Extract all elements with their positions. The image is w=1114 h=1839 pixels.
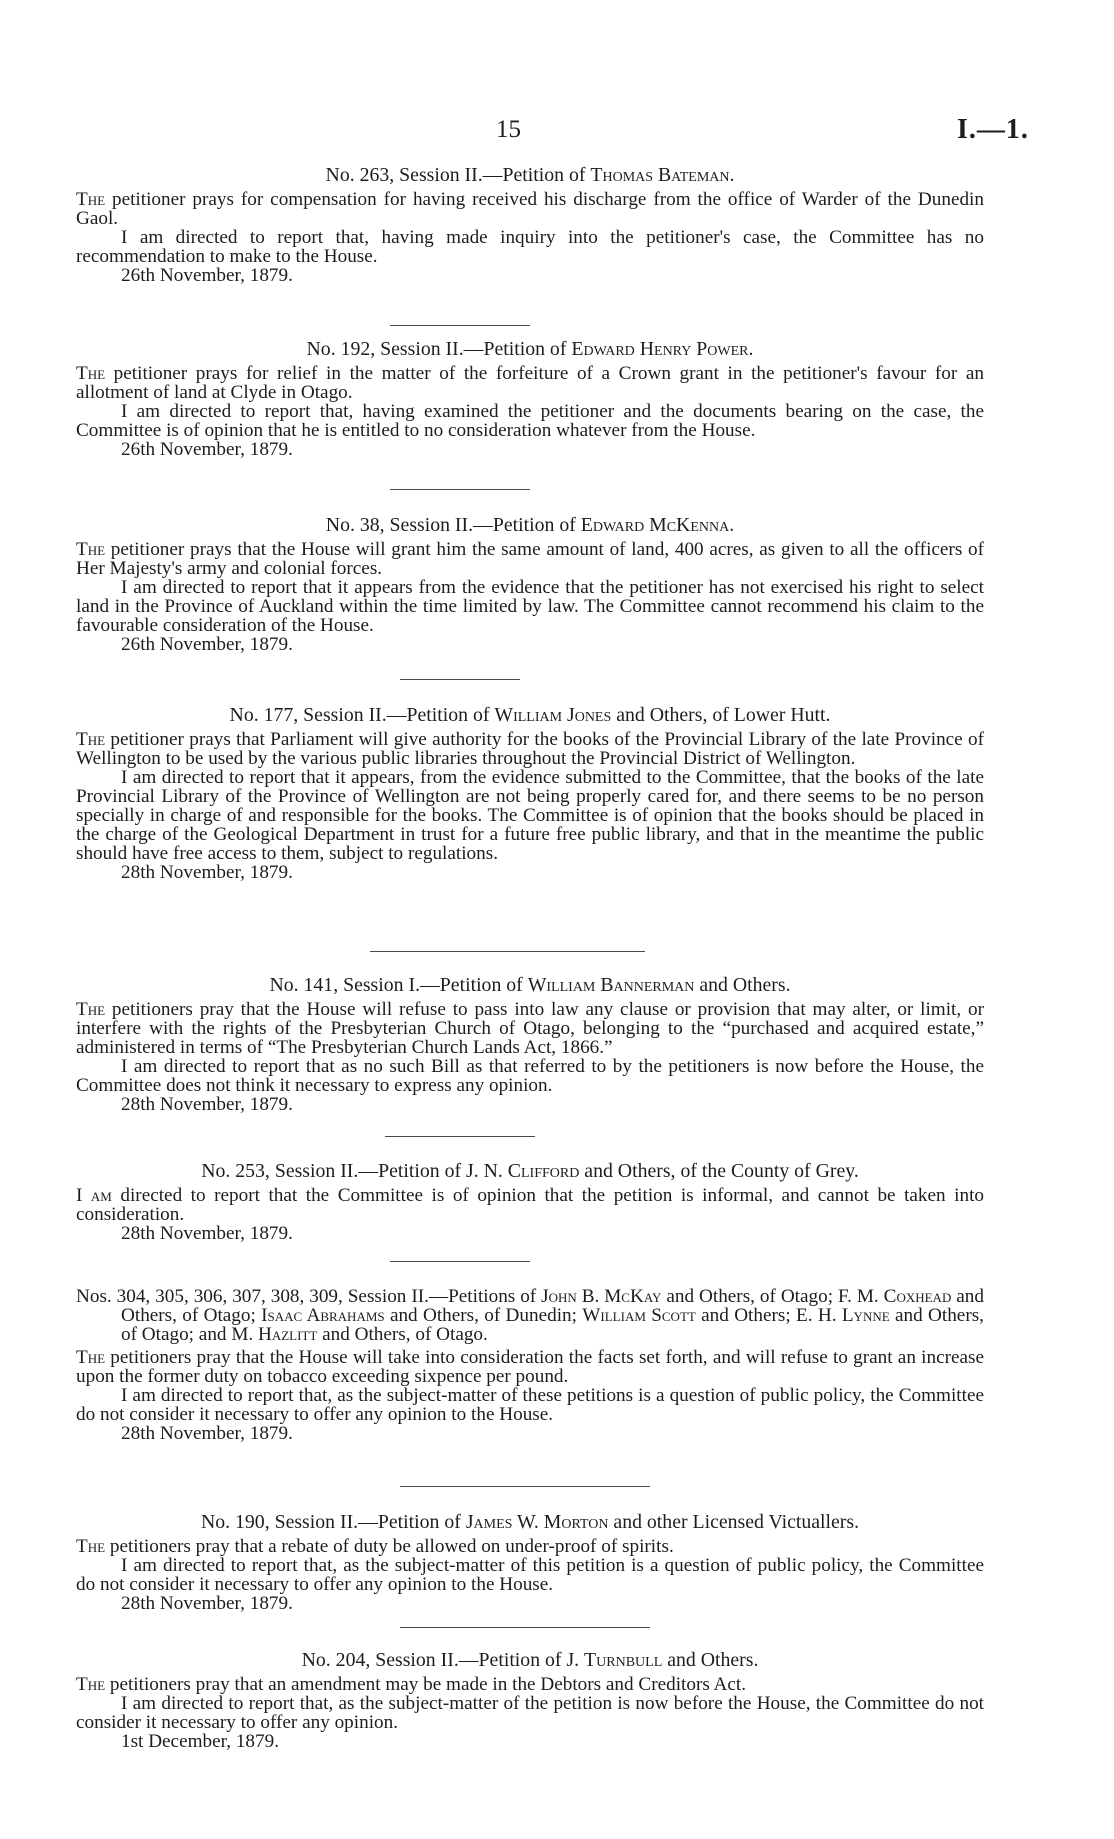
report-date: 28th November, 1879.	[121, 1423, 293, 1444]
section-divider	[390, 1261, 530, 1262]
petition-heading	[76, 1651, 984, 1670]
petitioner-name: Edward Henry Power	[571, 338, 749, 360]
committee-report: I am directed to report that, as the subject-matter of this petition is a question of public policy, the Committee do not consider it necessary to offer any opinion to the House.	[76, 1555, 984, 1595]
petition-192	[76, 340, 984, 459]
prayer-lead: The	[76, 1674, 106, 1695]
prayer-lead: The	[76, 1347, 106, 1368]
report-date: 28th November, 1879.	[121, 1593, 293, 1614]
petitioner-name: Edward McKenna	[580, 514, 730, 536]
heading-suffix: and Others, of Lower Hutt.	[611, 704, 831, 726]
prayer-text: petitioner prays that the House will grant him the same amount of land, 400 acres, as given to all the officers of Her Majesty's army and colonial forces.	[76, 539, 984, 579]
petition-263	[76, 166, 984, 285]
prayer-text: petitioners pray that an amendment may be made in the Debtors and Creditors Act.	[105, 1674, 747, 1695]
report-date: 26th November, 1879.	[121, 634, 293, 655]
petition-heading	[76, 1162, 984, 1181]
petition-heading	[76, 340, 984, 359]
section-divider	[400, 1627, 650, 1628]
petition-prayer	[76, 1537, 984, 1556]
heading-text: No. 141, Session I.—Petition of	[269, 974, 528, 996]
committee-report: I am directed to report that, as the subject-matter of these petitions is a question of public policy, the Committee do not consider it necessary to offer any opinion to the House.	[76, 1385, 984, 1425]
committee-report: I am directed to report that as no such Bill as that referred to by the petitioners is now before the House, the Committee does not think it necessary to express any opinion.	[76, 1056, 984, 1096]
petitioner-name: J. N. Clifford	[466, 1160, 580, 1182]
petition-heading	[76, 166, 984, 185]
section-divider	[370, 951, 645, 952]
prayer-lead: The	[76, 189, 106, 210]
heading-text: No. 263, Session II.—Petition of	[325, 164, 591, 186]
prayer-lead: The	[76, 1536, 106, 1557]
heading-text: and Others;	[695, 1305, 797, 1326]
heading-suffix: and other Licensed Victuallers.	[608, 1511, 860, 1533]
heading-text: No. 192, Session II.—Petition of	[306, 338, 572, 360]
heading-text: No. 177, Session II.—Petition of	[229, 704, 495, 726]
petition-prayer	[76, 730, 984, 768]
prayer-text: petitioner prays that Parliament will give authority for the books of the Provincial Library of the late Province of Wellington to be used by the various public libraries throughout the Provincial District of Wellington.	[76, 729, 984, 769]
petition-heading	[76, 516, 984, 535]
petition-heading	[76, 976, 984, 995]
heading-text: Nos. 304, 305, 306, 307, 308, 309, Session II.—Petitions of	[76, 1286, 542, 1307]
heading-suffix: .	[748, 338, 754, 360]
petitioner-name: M. Hazlitt	[231, 1324, 318, 1345]
committee-report: I am directed to report that it appears from the evidence that the petitioner has not exercised his right to select land in the Province of Auckland within the time limited by law. The Committee cannot recommend his claim to the favourable consideration of the House.	[76, 577, 984, 636]
heading-text: No. 204, Session II.—Petition of J.	[301, 1649, 585, 1671]
heading-suffix: and Others.	[694, 974, 791, 996]
heading-text: and Others, of Otago; and	[121, 1305, 984, 1345]
heading-suffix: .	[729, 164, 735, 186]
heading-text: and Others, of Otago.	[317, 1324, 488, 1345]
petition-38	[76, 516, 984, 654]
prayer-text: petitioner prays for compensation for having received his discharge from the office of Warder of the Dunedin Gaol.	[76, 189, 984, 229]
petitioner-name: William Bannerman	[527, 974, 695, 996]
committee-report: I am directed to report that it appears, from the evidence submitted to the Committee, that the books of the late Provincial Library of the Province of Wellington are not being properly cared for, and there seems to be no person specially in charge of and responsible for the books. The Committee is of opinion that the books should be placed in the charge of the Geological Department in trust for a future free public library, and that in the meantime the public should have free access to them, subject to regulations.	[76, 767, 984, 864]
report-date: 28th November, 1879.	[121, 1223, 293, 1244]
report-lead: I am	[76, 1185, 112, 1206]
heading-text: and Others, of Dunedin;	[384, 1305, 583, 1326]
petition-253	[76, 1162, 984, 1243]
heading-text: and Others, of Otago;	[121, 1286, 984, 1326]
petition-prayer	[76, 540, 984, 578]
petitioner-name: Thomas Bateman	[590, 164, 730, 186]
petition-heading	[76, 1287, 984, 1344]
prayer-text: petitioners pray that the House will refuse to pass into law any clause or provision that may alter, or limit, or interfere with the rights of the Presbyterian Church of Otago, belonging to the “purchased and acquired estate,” administered in terms of “The Presbyterian Church Lands Act, 1866.”	[76, 999, 984, 1058]
section-divider	[390, 489, 530, 490]
petitioner-name: William Jones	[494, 704, 612, 726]
committee-report: I am directed to report that, having made inquiry into the petitioner's case, the Committee has no recommendation to make to the House.	[76, 227, 984, 267]
heading-suffix: and Others.	[662, 1649, 759, 1671]
section-divider	[400, 679, 520, 680]
petitioner-name: Turnbull	[584, 1649, 663, 1671]
prayer-lead: The	[76, 999, 106, 1020]
heading-text: No. 190, Session II.—Petition of	[200, 1511, 466, 1533]
report-date: 1st December, 1879.	[121, 1731, 280, 1752]
petition-177	[76, 706, 984, 882]
prayer-lead: The	[76, 539, 106, 560]
petitioner-name: F. M. Coxhead	[837, 1286, 952, 1307]
petitioner-name: John B. McKay	[541, 1286, 662, 1307]
page-reference: I.—1.	[957, 114, 1029, 145]
petition-prayer	[76, 1675, 984, 1694]
report-date: 28th November, 1879.	[121, 862, 293, 883]
committee-report: I am directed to report that, having examined the petitioner and the documents bearing on the case, the Committee is of opinion that he is entitled to no consideration whatever from the House.	[76, 401, 984, 441]
heading-suffix: .	[729, 514, 735, 536]
report-text: directed to report that the Committee is of opinion that the petition is informal, and cannot be taken into consideration.	[76, 1185, 984, 1225]
prayer-text: petitioners pray that the House will take into consideration the facts set forth, and will refuse to grant an increase upon the former duty on tobacco exceeding sixpence per pound.	[76, 1347, 984, 1387]
heading-text: and Others, of Otago;	[661, 1286, 838, 1307]
petition-prayer	[76, 1348, 984, 1386]
heading-text: No. 38, Session II.—Petition of	[325, 514, 581, 536]
petition-204	[76, 1651, 984, 1751]
report-date: 26th November, 1879.	[121, 439, 293, 460]
heading-suffix: and Others, of the County of Grey.	[579, 1160, 859, 1182]
petitioner-name: E. H. Lynne	[796, 1305, 890, 1326]
petitioner-name: James W. Morton	[465, 1511, 609, 1533]
petition-190	[76, 1513, 984, 1613]
prayer-lead: The	[76, 363, 106, 384]
section-divider	[385, 1136, 535, 1137]
prayer-lead: The	[76, 729, 106, 750]
committee-report: I am directed to report that, as the subject-matter of the petition is now before the House, the Committee do not consider it necessary to offer any opinion.	[76, 1693, 984, 1733]
petition-heading	[76, 1513, 984, 1532]
petitioner-name: William Scott	[582, 1305, 696, 1326]
report-date: 26th November, 1879.	[121, 265, 293, 286]
heading-text: No. 253, Session II.—Petition of	[201, 1160, 467, 1182]
section-divider	[390, 325, 530, 326]
petition-prayer	[76, 1000, 984, 1057]
prayer-text: petitioners pray that a rebate of duty be allowed on under-proof of spirits.	[105, 1536, 674, 1557]
petitioner-name: Isaac Abrahams	[261, 1305, 385, 1326]
section-divider	[400, 1486, 650, 1487]
page-number: 15	[496, 116, 521, 143]
petition-prayer	[76, 364, 984, 402]
prayer-text: petitioner prays for relief in the matter of the forfeiture of a Crown grant in the petitioner's favour for an allotment of land at Clyde in Otago.	[76, 363, 984, 403]
committee-report	[76, 1186, 984, 1224]
report-date: 28th November, 1879.	[121, 1094, 293, 1115]
petition-prayer	[76, 190, 984, 228]
petition-heading	[76, 706, 984, 725]
petition-304-309	[76, 1287, 984, 1443]
petition-141	[76, 976, 984, 1114]
